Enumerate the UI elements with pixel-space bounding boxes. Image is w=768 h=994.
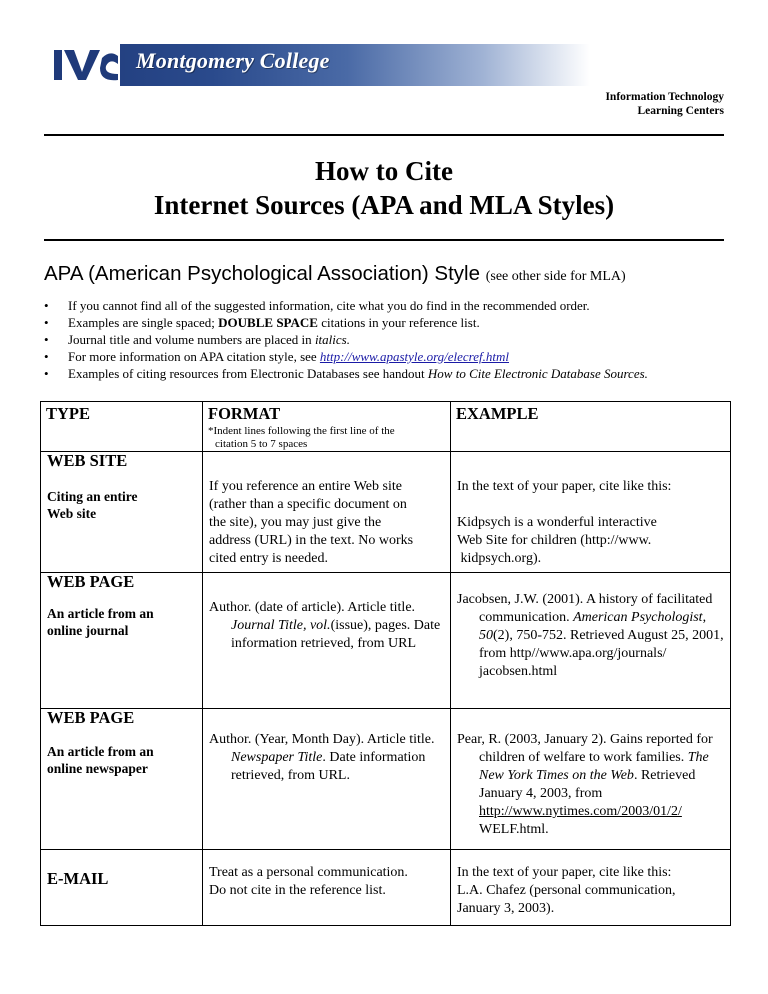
handout-title: How to Cite Electronic Database Sources. bbox=[427, 366, 648, 381]
guideline-text: If you cannot find all of the suggested information, cite what you do find in the recommended order. bbox=[68, 298, 590, 313]
type-description-line: An article from an bbox=[47, 744, 154, 759]
example-line: Kidpsych is a wonderful interactive bbox=[457, 515, 657, 530]
college-logo-mark bbox=[50, 44, 120, 86]
type-description-line: online journal bbox=[47, 623, 129, 638]
list-item bbox=[44, 314, 744, 331]
example-text bbox=[457, 591, 726, 681]
table-row bbox=[41, 709, 731, 850]
example-line: kidpsych.org). bbox=[457, 551, 542, 566]
format-text-part: (issue), pages. Date information retrieved, from URL bbox=[231, 618, 441, 651]
format-line: Do not cite in the reference list. bbox=[209, 883, 386, 898]
table-row bbox=[41, 452, 731, 573]
department-label bbox=[605, 90, 724, 118]
example-cell bbox=[451, 452, 731, 573]
format-indent-note-line-1: *Indent lines following the first line of the bbox=[208, 425, 395, 437]
example-cell bbox=[451, 709, 731, 850]
college-logo-text: Montgomery College bbox=[136, 48, 330, 73]
example-line: January 3, 2003). bbox=[457, 901, 555, 916]
type-description bbox=[47, 605, 198, 639]
guideline-text: citations in your reference list. bbox=[321, 315, 480, 330]
example-text-part: , bbox=[702, 610, 707, 625]
type-title: WEB PAGE bbox=[47, 572, 135, 591]
format-indent-note bbox=[208, 425, 446, 451]
example-line: In the text of your paper, cite like this: bbox=[457, 865, 672, 880]
format-text-part: Author. (date of article). Article title. bbox=[209, 600, 416, 615]
format-text bbox=[209, 599, 446, 653]
page-title-line-1: How to Cite bbox=[315, 156, 453, 186]
type-cell bbox=[41, 709, 203, 850]
guideline-emphasis: DOUBLE SPACE bbox=[218, 315, 318, 330]
list-item bbox=[44, 365, 744, 382]
format-line: cited entry is needed. bbox=[209, 551, 328, 566]
format-cell bbox=[203, 850, 451, 926]
type-cell bbox=[41, 573, 203, 709]
table-header-row bbox=[41, 402, 731, 452]
format-line: (rather than a specific document on bbox=[209, 497, 407, 512]
type-description-line: online newspaper bbox=[47, 761, 148, 776]
type-title: E-MAIL bbox=[47, 869, 109, 888]
list-item bbox=[44, 297, 744, 314]
example-text-part: Jacobsen, J.W. (2001). A history of facilitated communication. bbox=[457, 592, 713, 625]
guidelines-list bbox=[44, 297, 744, 382]
format-text-part: . Date information retrieved, from URL. bbox=[231, 750, 426, 783]
format-line: Treat as a personal communication. bbox=[209, 865, 408, 880]
format-text-part: Author. (Year, Month Day). Article title. bbox=[209, 732, 435, 747]
list-item bbox=[44, 331, 744, 348]
guideline-text: Journal title and volume numbers are placed in bbox=[68, 332, 312, 347]
format-cell bbox=[203, 573, 451, 709]
example-text-italic: 50 bbox=[479, 628, 493, 643]
type-description-line: Web site bbox=[47, 506, 97, 521]
example-cell bbox=[451, 573, 731, 709]
example-text-part: WELF.html. bbox=[479, 822, 549, 837]
example-url: http://www.nytimes.com/2003/01/2/ bbox=[479, 804, 682, 819]
type-description-line: An article from an bbox=[47, 606, 154, 621]
column-header-type bbox=[41, 402, 203, 452]
example-text-part: Pear, R. (2003, January 2). Gains reported for children of welfare to work families. bbox=[457, 732, 713, 765]
type-title: WEB PAGE bbox=[47, 708, 135, 727]
type-description bbox=[47, 743, 198, 777]
guideline-text: Examples of citing resources from Electronic Databases see handout bbox=[68, 366, 425, 381]
page-title bbox=[44, 154, 724, 222]
page-title-line-2: Internet Sources (APA and MLA Styles) bbox=[153, 190, 615, 220]
apa-style-link[interactable]: http://www.apastyle.org/elecref.html bbox=[319, 349, 509, 364]
type-description bbox=[47, 488, 198, 522]
guideline-text: For more information on APA citation style, see bbox=[68, 349, 317, 364]
format-text-italic: Newspaper Title bbox=[231, 750, 323, 765]
format-text-italic: Journal Title, vol. bbox=[231, 618, 331, 633]
example-text-part: (2), 750-752. Retrieved August 25, 2001, from http//www.apa.org/journals/ jacobsen.html bbox=[479, 628, 724, 679]
top-rule bbox=[44, 134, 724, 136]
type-cell bbox=[41, 850, 203, 926]
format-cell bbox=[203, 452, 451, 573]
guideline-text: Examples are single spaced; bbox=[68, 315, 215, 330]
column-header-format-label: FORMAT bbox=[208, 404, 281, 423]
citation-table bbox=[40, 401, 731, 926]
example-text-part: . Retrieved January 4, 2003, from bbox=[479, 768, 696, 801]
example-cell bbox=[451, 850, 731, 926]
table-row bbox=[41, 850, 731, 926]
type-description-line: Citing an entire bbox=[47, 489, 138, 504]
example-line: Web Site for children (http://www. bbox=[457, 533, 652, 548]
list-item bbox=[44, 348, 744, 365]
format-cell bbox=[203, 709, 451, 850]
example-line: L.A. Chafez (personal communication, bbox=[457, 883, 676, 898]
example-text-italic: The New York Times on the Web bbox=[479, 750, 709, 783]
title-rule bbox=[44, 239, 724, 241]
format-line: If you reference an entire Web site bbox=[209, 479, 402, 494]
department-line-1: Information Technology bbox=[605, 91, 724, 103]
column-header-example bbox=[451, 402, 731, 452]
section-heading-text: APA (American Psychological Association) Style bbox=[44, 262, 481, 285]
example-text bbox=[457, 731, 726, 839]
example-line: In the text of your paper, cite like this: bbox=[457, 479, 672, 494]
format-line: address (URL) in the text. No works bbox=[209, 533, 414, 548]
example-text-italic: American Psychologist bbox=[573, 610, 703, 625]
table-row bbox=[41, 573, 731, 709]
college-banner bbox=[50, 44, 590, 86]
column-header-format bbox=[203, 402, 451, 452]
section-heading bbox=[44, 262, 626, 286]
column-header-example-label: EXAMPLE bbox=[456, 404, 539, 423]
guideline-emphasis: italics. bbox=[314, 332, 350, 347]
section-heading-note: (see other side for MLA) bbox=[485, 269, 626, 284]
format-text bbox=[209, 731, 446, 785]
column-header-type-label: TYPE bbox=[46, 404, 91, 423]
format-indent-note-line-2: citation 5 to 7 spaces bbox=[215, 438, 308, 450]
department-line-2: Learning Centers bbox=[637, 105, 724, 117]
type-cell bbox=[41, 452, 203, 573]
format-line: the site), you may just give the bbox=[209, 515, 382, 530]
type-title: WEB SITE bbox=[47, 451, 128, 470]
